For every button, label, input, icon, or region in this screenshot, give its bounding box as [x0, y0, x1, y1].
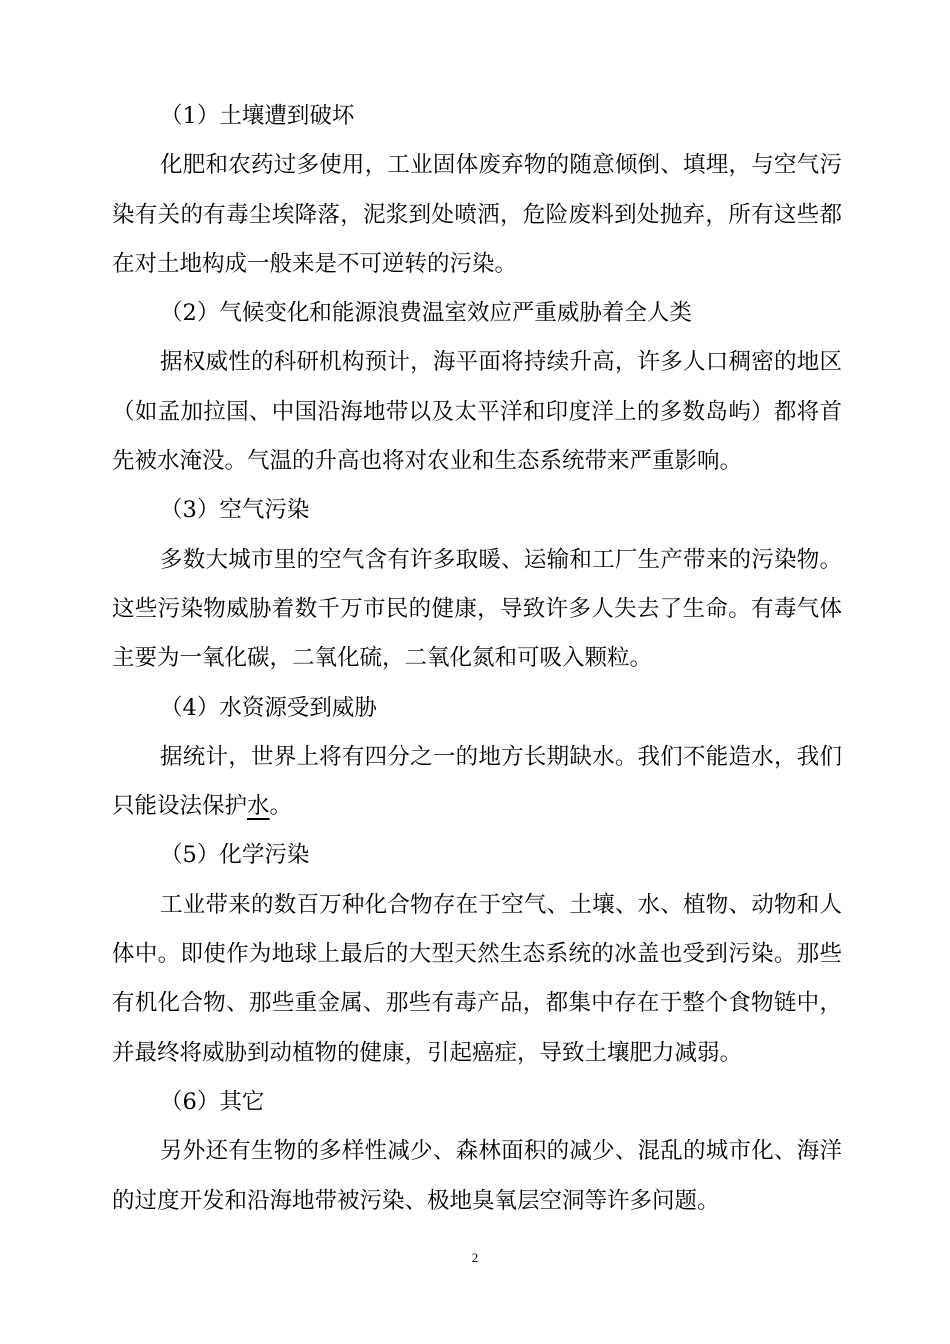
section-heading-water: （4）水资源受到威胁: [160, 694, 377, 721]
water-body-end: 。: [269, 793, 293, 820]
section-heading-chemical: （5）化学污染: [160, 842, 310, 869]
section-heading-soil: （1）土壤遭到破坏: [160, 103, 355, 129]
section-body-climate: 据权威性的科研机构预计，海平面将持续升高，许多人口稠密的地区（如孟加拉国、中国沿海地带以及太平洋和印度洋上的多数岛屿）都将首先被水淹没。气温的升高也将对农业和生态系统带来严重影响。: [112, 349, 842, 475]
page-number: 2: [471, 1250, 479, 1265]
section-body-water: [112, 733, 842, 832]
section-body-other: 另外还有生物的多样性减少、森林面积的减少、混乱的城市化、海洋的过度开发和沿海地带被污染、极地臭氧层空洞等许多问题。: [112, 1138, 842, 1214]
section-body-soil: 化肥和农药过多使用，工业固体废弃物的随意倾倒、填埋，与空气污染有关的有毒尘埃降落，泥浆到处喷洒，危险废料到处抛弃，所有这些都在对土地构成一般来是不可逆转的污染。: [112, 152, 842, 277]
section-body-air: 多数大城市里的空气含有许多取暖、运输和工厂生产带来的污染物。这些污染物威胁着数千万市民的健康，导致许多人失去了生命。有毒气体主要为一氧化碳，二氧化硫，二氧化氮和可吸入颗粒。: [112, 546, 842, 672]
section-heading-air: （3）空气污染: [160, 497, 310, 524]
section-heading-other: （6）其它: [160, 1088, 265, 1115]
page-content: [112, 92, 842, 1226]
underlined-word: 水: [247, 793, 270, 820]
water-body-text: 据统计，世界上将有四分之一的地方长期缺水。我们不能造水，我们只能设法保护: [112, 743, 842, 820]
section-body-chemical: 工业带来的数百万种化合物存在于空气、土壤、水、植物、动物和人体中。即使作为地球上最后的大型天然生态系统的冰盖也受到污染。那些有机化合物、那些重金属、那些有毒产品，都集中存在于整个食物链中，并最终将威胁到动植物的健康，引起癌症，导致土壤肥力减弱。: [112, 891, 842, 1066]
section-heading-climate: （2）气候变化和能源浪费温室效应严重威胁着全人类: [160, 300, 692, 327]
